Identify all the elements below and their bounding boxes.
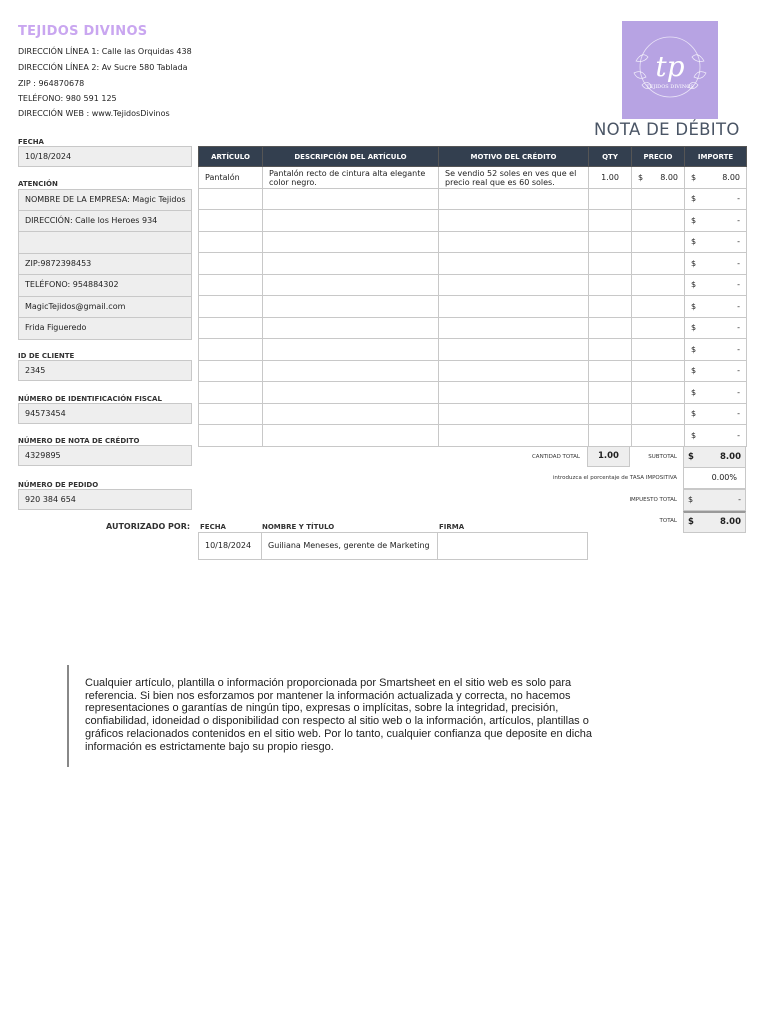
cell-motivo[interactable]: Se vendio 52 soles en ves que el precio real que es 60 soles. [439, 167, 589, 189]
cell-articulo[interactable] [199, 231, 263, 253]
label-fecha: FECHA [18, 138, 44, 146]
importe-currency: $ [691, 280, 697, 290]
company-web: DIRECCIÓN WEB : www.TejidosDivinos [18, 109, 170, 118]
cell-importe [685, 253, 747, 275]
cell-articulo[interactable] [199, 210, 263, 232]
subtotal-currency: $ [688, 451, 694, 462]
importe-currency: $ [691, 301, 697, 311]
cell-importe [685, 296, 747, 318]
cell-qty[interactable] [589, 296, 632, 318]
cell-descripcion[interactable] [263, 274, 439, 296]
label-atencion: ATENCIÓN [18, 180, 58, 188]
items-table [198, 146, 747, 447]
cell-qty[interactable] [589, 253, 632, 275]
col-header-motivo: MOTIVO DEL CRÉDITO [439, 147, 589, 167]
table-row [199, 403, 747, 425]
table-row [199, 360, 747, 382]
cell-qty[interactable]: 1.00 [589, 167, 632, 189]
importe-value: - [737, 366, 740, 376]
table-row [199, 339, 747, 361]
cell-descripcion[interactable] [263, 296, 439, 318]
cell-motivo[interactable] [439, 231, 589, 253]
company-zip: ZIP : 964870678 [18, 79, 85, 88]
cell-precio[interactable] [632, 382, 685, 404]
cell-articulo[interactable]: Pantalón [199, 167, 263, 189]
attention-block [18, 189, 192, 340]
cell-precio[interactable] [632, 167, 685, 189]
logo-text: TEJIDOS DIVINOS [646, 84, 694, 90]
importe-value: - [737, 258, 740, 268]
importe-currency: $ [691, 344, 697, 354]
table-row [199, 382, 747, 404]
importe-currency: $ [691, 215, 697, 225]
company-name: TEJIDOS DIVINOS [18, 24, 148, 39]
label-cantidad-total: CANTIDAD TOTAL [531, 454, 580, 460]
cell-articulo[interactable] [199, 339, 263, 361]
cell-qty[interactable] [589, 210, 632, 232]
cell-importe [685, 382, 747, 404]
cell-motivo[interactable] [439, 317, 589, 339]
cell-motivo[interactable] [439, 360, 589, 382]
field-auth-firma[interactable] [437, 532, 588, 560]
importe-value: - [737, 194, 740, 204]
cell-descripcion[interactable] [263, 425, 439, 447]
label-pedido: NÚMERO DE PEDIDO [18, 481, 99, 489]
field-total [683, 511, 746, 533]
cell-precio[interactable] [632, 274, 685, 296]
label-id-fiscal: NÚMERO DE IDENTIFICACIÓN FISCAL [18, 395, 162, 403]
label-total: TOTAL [659, 518, 677, 524]
cell-importe [685, 210, 747, 232]
col-header-importe: IMPORTE [685, 147, 747, 167]
importe-currency: $ [691, 430, 697, 440]
cell-motivo[interactable] [439, 296, 589, 318]
cell-motivo[interactable] [439, 382, 589, 404]
precio-value: 8.00 [660, 172, 678, 182]
cell-precio[interactable] [632, 296, 685, 318]
importe-value: 8.00 [722, 172, 740, 182]
logo-monogram: tp [655, 50, 685, 83]
cell-qty[interactable] [589, 403, 632, 425]
importe-currency: $ [691, 172, 697, 182]
cell-descripcion[interactable] [263, 382, 439, 404]
cell-motivo[interactable] [439, 274, 589, 296]
table-row [199, 167, 747, 189]
cell-importe [685, 274, 747, 296]
label-id-cliente: ID DE CLIENTE [18, 352, 75, 360]
col-header-articulo: ARTÍCULO [199, 147, 263, 167]
cell-motivo[interactable] [439, 339, 589, 361]
cell-precio[interactable] [632, 425, 685, 447]
cell-importe [685, 167, 747, 189]
cell-articulo[interactable] [199, 425, 263, 447]
cell-articulo[interactable] [199, 360, 263, 382]
label-autorizado-por: AUTORIZADO POR: [106, 522, 191, 531]
cell-descripcion[interactable] [263, 210, 439, 232]
cell-qty[interactable] [589, 382, 632, 404]
cell-importe [685, 188, 747, 210]
cell-articulo[interactable] [199, 253, 263, 275]
cell-descripcion[interactable] [263, 339, 439, 361]
field-subtotal [683, 446, 746, 468]
field-impuesto [683, 489, 746, 511]
cell-precio[interactable] [632, 253, 685, 275]
table-row [199, 425, 747, 447]
cell-qty[interactable] [589, 274, 632, 296]
cell-importe [685, 360, 747, 382]
table-row [199, 188, 747, 210]
cell-importe [685, 339, 747, 361]
attention-field[interactable]: Frida Figueredo [18, 318, 192, 340]
field-id-fiscal[interactable]: 94573454 [18, 403, 192, 424]
table-row [199, 296, 747, 318]
cell-importe [685, 425, 747, 447]
label-impuesto: IMPUESTO TOTAL [629, 497, 677, 503]
attention-field[interactable]: TELÉFONO: 954884302 [18, 275, 192, 297]
table-row [199, 317, 747, 339]
attention-field[interactable]: DIRECCIÓN: Calle los Heroes 934 [18, 211, 192, 233]
importe-value: - [737, 237, 740, 247]
importe-value: - [737, 215, 740, 225]
cell-articulo[interactable] [199, 188, 263, 210]
disclaimer-text: Cualquier artículo, plantilla o información proporcionada por Smartsheet en el sitio web es solo para referencia. Si bien nos esforzamos por mantener la información actualizada y correcta, no hacemos representaciones o garantías de ningún tipo, expresas o implícitas, sobre la integridad, precisión, confiabilidad, idoneidad o disponibilidad con respecto al sitio web o la información, artículos, plantillas o gráficos relacionados contenidos en el sitio web. Por lo tanto, cualquier confianza que deposite en dicha información es estrictamente bajo su propio riesgo. [67, 665, 597, 767]
table-row [199, 253, 747, 275]
cell-articulo[interactable] [199, 403, 263, 425]
cell-importe [685, 403, 747, 425]
cell-precio[interactable] [632, 231, 685, 253]
cell-articulo[interactable] [199, 274, 263, 296]
field-cantidad-total: 1.00 [587, 446, 630, 467]
impuesto-value: - [738, 495, 741, 505]
cell-qty[interactable] [589, 425, 632, 447]
impuesto-currency: $ [688, 495, 694, 505]
cell-qty[interactable] [589, 317, 632, 339]
importe-value: - [737, 409, 740, 419]
importe-value: - [737, 280, 740, 290]
label-auth-nombre: NOMBRE Y TÍTULO [262, 523, 335, 531]
table-row [199, 274, 747, 296]
col-header-precio: PRECIO [632, 147, 685, 167]
total-currency: $ [688, 517, 694, 528]
cell-motivo[interactable] [439, 253, 589, 275]
cell-qty[interactable] [589, 188, 632, 210]
subtotal-value: 8.00 [720, 451, 741, 462]
importe-value: - [737, 387, 740, 397]
table-row [199, 231, 747, 253]
attention-field[interactable]: ZIP:9872398453 [18, 254, 192, 276]
company-address-line-1: DIRECCIÓN LÍNEA 1: Calle las Orquidas 438 [18, 47, 192, 56]
cell-precio[interactable] [632, 339, 685, 361]
precio-currency: $ [638, 172, 644, 182]
cell-descripcion[interactable] [263, 231, 439, 253]
importe-value: - [737, 323, 740, 333]
field-auth-nombre[interactable]: Guiliana Meneses, gerente de Marketing [261, 532, 438, 560]
table-header-row [199, 147, 747, 167]
tasa-value: 0.00% [711, 473, 737, 483]
cell-descripcion[interactable] [263, 403, 439, 425]
cell-importe [685, 231, 747, 253]
total-value: 8.00 [720, 517, 741, 528]
cell-qty[interactable] [589, 360, 632, 382]
importe-currency: $ [691, 387, 697, 397]
cell-importe [685, 317, 747, 339]
cell-descripcion[interactable] [263, 317, 439, 339]
company-phone: TELÉFONO: 980 591 125 [18, 94, 117, 103]
cell-precio[interactable] [632, 210, 685, 232]
cell-motivo[interactable] [439, 210, 589, 232]
attention-field[interactable]: NOMBRE DE LA EMPRESA: Magic Tejidos [18, 189, 192, 211]
cell-descripcion[interactable]: Pantalón recto de cintura alta elegante color negro. [263, 167, 439, 189]
importe-currency: $ [691, 323, 697, 333]
label-nota-credito: NÚMERO DE NOTA DE CRÉDITO [18, 437, 140, 445]
importe-currency: $ [691, 194, 697, 204]
cell-precio[interactable] [632, 403, 685, 425]
cell-precio[interactable] [632, 188, 685, 210]
cell-articulo[interactable] [199, 296, 263, 318]
field-pedido[interactable]: 920 384 654 [18, 489, 192, 510]
company-logo [622, 21, 718, 119]
cell-motivo[interactable] [439, 403, 589, 425]
importe-value: - [737, 430, 740, 440]
importe-value: - [737, 301, 740, 311]
field-fecha[interactable]: 10/18/2024 [18, 146, 192, 167]
cell-articulo[interactable] [199, 317, 263, 339]
cell-motivo[interactable] [439, 188, 589, 210]
importe-value: - [737, 344, 740, 354]
attention-field[interactable]: MagicTejidos@gmail.com [18, 297, 192, 319]
col-header-descripcion: DESCRIPCIÓN DEL ARTÍCULO [263, 147, 439, 167]
cell-descripcion[interactable] [263, 188, 439, 210]
col-header-qty: QTY [589, 147, 632, 167]
field-id-cliente[interactable]: 2345 [18, 360, 192, 381]
label-subtotal: SUBTOTAL [648, 454, 677, 460]
cell-articulo[interactable] [199, 382, 263, 404]
importe-currency: $ [691, 409, 697, 419]
label-tasa: introduzca el porcentaje de TASA IMPOSITIVA [552, 475, 677, 481]
table-row [199, 210, 747, 232]
field-tasa[interactable] [683, 467, 746, 489]
field-auth-fecha[interactable]: 10/18/2024 [198, 532, 262, 560]
importe-currency: $ [691, 237, 697, 247]
cell-motivo[interactable] [439, 425, 589, 447]
label-auth-firma: FIRMA [439, 523, 465, 531]
cell-qty[interactable] [589, 231, 632, 253]
cell-descripcion[interactable] [263, 360, 439, 382]
cell-precio[interactable] [632, 317, 685, 339]
cell-precio[interactable] [632, 360, 685, 382]
importe-currency: $ [691, 258, 697, 268]
document-title: NOTA DE DÉBITO [594, 120, 740, 139]
importe-currency: $ [691, 366, 697, 376]
company-address-line-2: DIRECCIÓN LÍNEA 2: Av Sucre 580 Tablada [18, 63, 188, 72]
cell-descripcion[interactable] [263, 253, 439, 275]
attention-field[interactable] [18, 232, 192, 254]
cell-qty[interactable] [589, 339, 632, 361]
label-auth-fecha: FECHA [200, 523, 226, 531]
field-nota-credito[interactable]: 4329895 [18, 445, 192, 466]
